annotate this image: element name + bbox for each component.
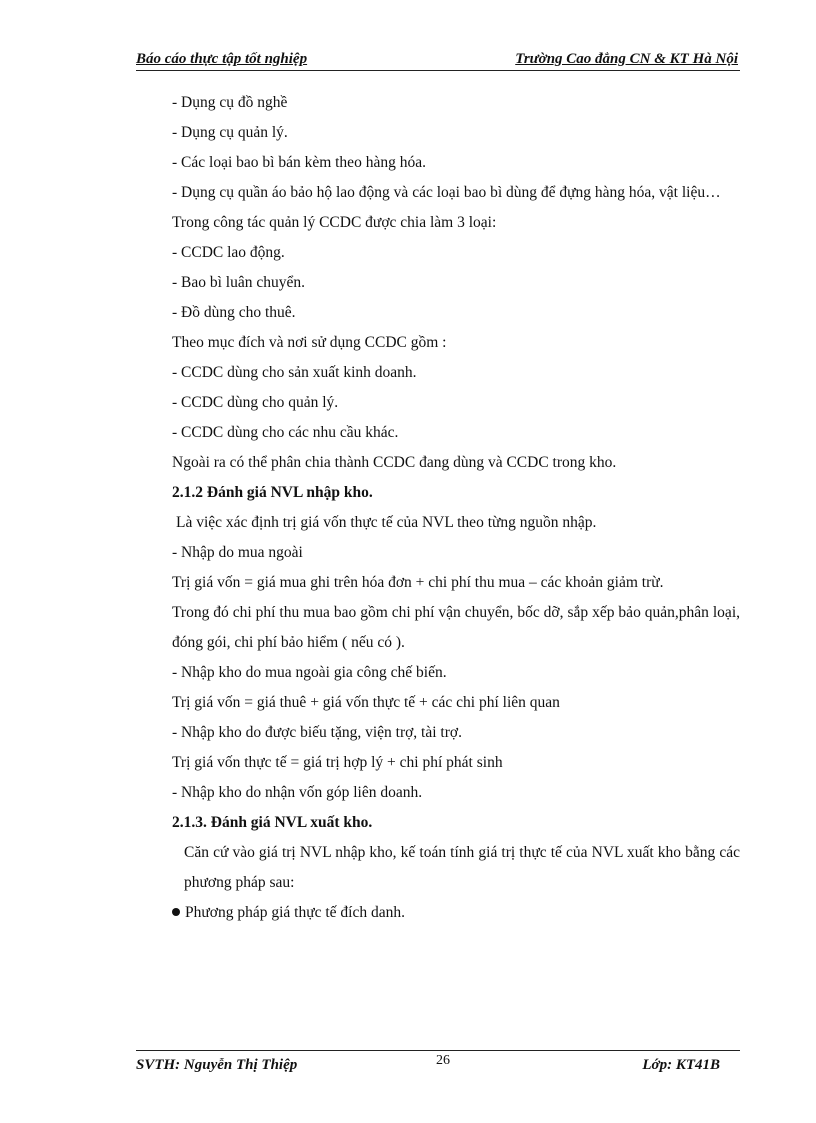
formula: Trị giá vốn = giá thuê + giá vốn thực tế + các chi phí liên quan: [172, 694, 560, 711]
paragraph: Căn cứ vào giá trị NVL nhập kho, kế toán tính giá trị thực tế của NVL xuất kho bằng các phương pháp sau:: [184, 844, 740, 891]
paragraph: Trong công tác quản lý CCDC được chia làm 3 loại:: [172, 214, 497, 231]
list-item: - Các loại bao bì bán kèm theo hàng hóa.: [172, 154, 426, 171]
list-item: - Nhập do mua ngoài: [172, 544, 303, 561]
formula: Trị giá vốn = giá mua ghi trên hóa đơn + chi phí thu mua – các khoản giảm trừ.: [172, 574, 664, 591]
bullet-dot-icon: [172, 908, 180, 916]
section-heading: 2.1.3. Đánh giá NVL xuất kho.: [172, 814, 373, 831]
footer-class: Lớp: KT41B: [642, 1057, 720, 1073]
bullet-item-text: Phương pháp giá thực tế đích danh.: [185, 904, 405, 921]
formula: Trị giá vốn thực tế = giá trị hợp lý + chi phí phát sinh: [172, 754, 503, 771]
list-item: - Nhập kho do được biếu tặng, viện trợ, tài trợ.: [172, 724, 462, 741]
document-body: [136, 88, 740, 928]
paragraph: Ngoài ra có thể phân chia thành CCDC đang dùng và CCDC trong kho.: [172, 454, 617, 471]
list-item: - Nhập kho do mua ngoài gia công chế biến.: [172, 664, 447, 681]
list-item: - Nhập kho do nhận vốn góp liên doanh.: [172, 784, 423, 801]
list-item: - CCDC dùng cho quản lý.: [172, 394, 339, 411]
page-number: 26: [436, 1053, 450, 1068]
paragraph: Trong đó chi phí thu mua bao gồm chi phí vận chuyển, bốc dỡ, sắp xếp bảo quản,phân loại, đóng gói, chi phí bảo hiểm ( nếu có ).: [172, 604, 740, 651]
bullet-item: [136, 898, 740, 928]
list-item: - CCDC dùng cho sản xuất kinh doanh.: [172, 364, 417, 381]
list-item: - Bao bì luân chuyển.: [172, 274, 306, 291]
list-item: - CCDC dùng cho các nhu cầu khác.: [172, 424, 399, 441]
header-school-name: Trường Cao đẳng CN & KT Hà Nội: [515, 51, 738, 67]
list-item: - Dụng cụ đồ nghề: [172, 94, 288, 111]
list-item: - CCDC lao động.: [172, 244, 285, 261]
paragraph: Là việc xác định trị giá vốn thực tế của NVL theo từng nguồn nhập.: [176, 514, 597, 531]
header-report-title: Báo cáo thực tập tốt nghiệp: [136, 51, 308, 67]
paragraph: Theo mục đích và nơi sử dụng CCDC gồm :: [172, 334, 447, 351]
list-item: - Đồ dùng cho thuê.: [172, 304, 296, 321]
page-header: [136, 48, 740, 71]
footer-student-name: SVTH: Nguyễn Thị Thiệp: [136, 1057, 298, 1073]
list-item: - Dụng cụ quản lý.: [172, 124, 288, 141]
list-item: - Dụng cụ quần áo bảo hộ lao động và các loại bao bì dùng để đựng hàng hóa, vật liệu…: [172, 184, 721, 201]
section-heading: 2.1.2 Đánh giá NVL nhập kho.: [172, 484, 373, 501]
page-footer: [136, 1050, 740, 1081]
